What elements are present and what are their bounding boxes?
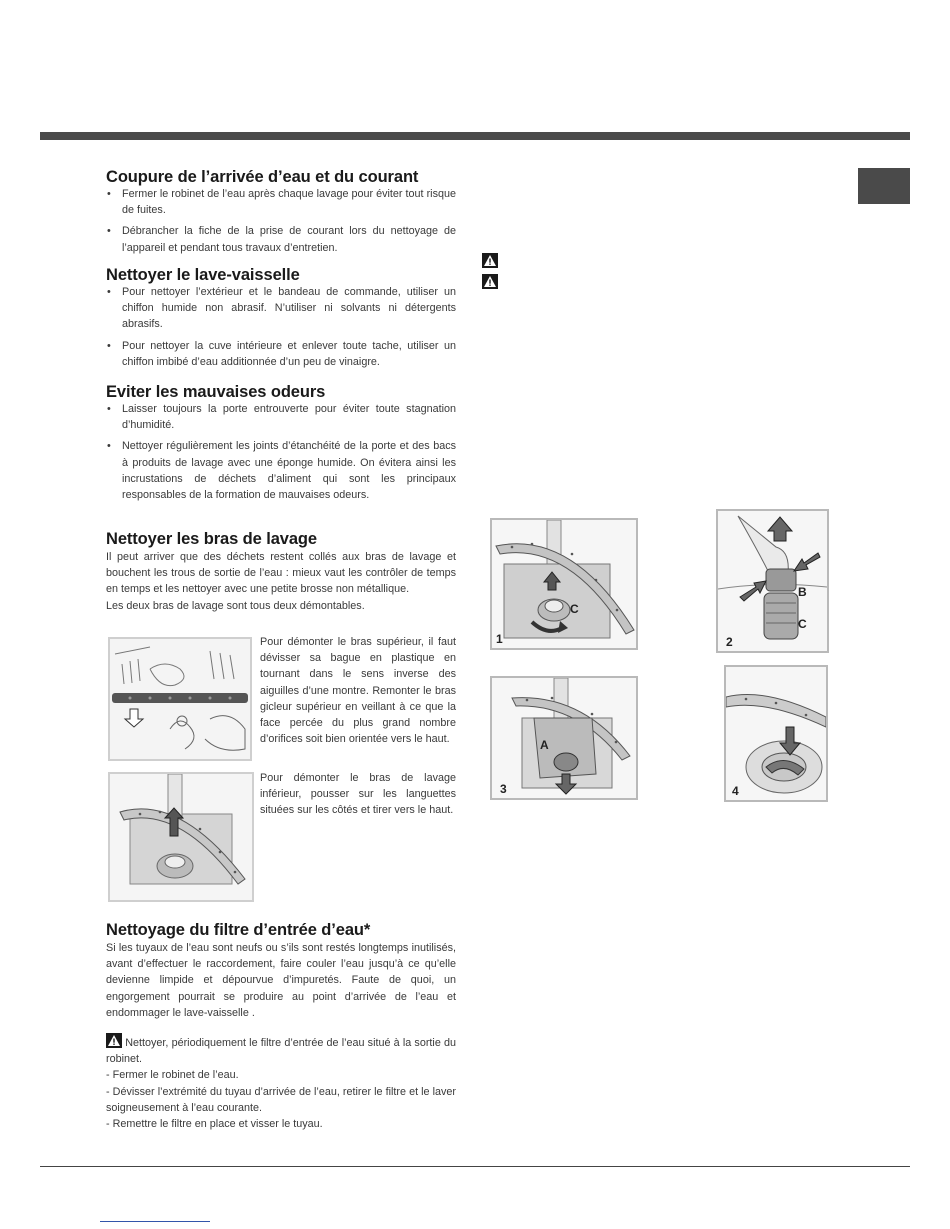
list-item: • Fermer le robinet de l’eau après chaque lavage pour éviter tout risque de fuites.	[106, 186, 456, 218]
top-divider	[40, 132, 910, 140]
figure-number: 1	[496, 632, 503, 646]
list-item: • Laisser toujours la porte entrouverte pour éviter toute stagnation d’humidité.	[106, 401, 456, 433]
list-item: • Débrancher la fiche de la prise de courant lors du nettoyage de l’appareil et pendant tous travaux d’entretien.	[106, 223, 456, 255]
step-line: - Remettre le filtre en place et visser le tuyau.	[106, 1118, 323, 1131]
figure-number: 3	[500, 782, 507, 796]
section-title: Eviter les mauvaises odeurs	[106, 383, 326, 401]
section-water-cut	[106, 167, 456, 261]
paragraph: Pour démonter le bras supérieur, il faut dévisser sa bague en plastique en tournant dans le sens inverse des aiguilles d’une montre. Remonter le bras gicleur supérieur en veillant à ce que la face percée du plus grand nombre d’orifices soit bien orientée vers le haut.	[260, 636, 456, 746]
section-title: Nettoyer les bras de lavage	[106, 530, 317, 548]
filter-figure-3	[490, 676, 638, 800]
bottom-divider	[40, 1166, 910, 1167]
section-arms	[106, 529, 456, 614]
section-title: Nettoyer le lave-vaisselle	[106, 266, 300, 284]
paragraph: Il peut arriver que des déchets restent collés aux bras de lavage et bouchent les trous de sortie de l’eau : mieux vaut les contrôler de temps en temps et les nettoyer avec une petite brosse non métallique.	[106, 551, 456, 596]
section-title: Coupure de l’arrivée d’eau et du courant	[106, 168, 419, 186]
figure-label-c: C	[570, 602, 579, 616]
section-title: Nettoyage du filtre d’entrée d’eau*	[106, 921, 371, 939]
section-clean	[106, 265, 456, 375]
figure-label-c: C	[798, 617, 807, 631]
list-item: • Pour nettoyer l’extérieur et le bandeau de commande, utiliser un chiffon humide non abrasif. N’utiliser ni solvants ni détergents abrasifs.	[106, 284, 456, 333]
upper-spray-arm-figure	[108, 637, 252, 761]
lower-spray-arm-figure	[108, 772, 254, 902]
filter-figure-4	[724, 665, 828, 802]
warning-text: Nettoyer, périodiquement le filtre d’entrée de l’eau situé à la sortie du robinet.	[106, 1037, 457, 1066]
warning-triangle-icon	[482, 253, 498, 268]
footer-underline	[100, 1221, 210, 1222]
warning-triangle-icon	[482, 274, 498, 289]
step-line: - Fermer le robinet de l’eau.	[106, 1069, 239, 1082]
figure-label-b: B	[798, 585, 807, 599]
warning-triangle-icon	[106, 1033, 122, 1048]
upper-arm-text-block	[260, 634, 456, 747]
paragraph: Pour démonter le bras de lavage inférieur, pousser sur les languettes situées sur les côtés et tirer vers le haut.	[260, 772, 456, 817]
lower-arm-text-block	[260, 770, 456, 819]
list-item: • Pour nettoyer la cuve intérieure et enlever toute tache, utiliser un chiffon imbibé d’eau additionnée d’un peu de vinaigre.	[106, 338, 456, 370]
list-item: • Nettoyer régulièrement les joints d’étanchéité de la porte et des bacs à produits de lavage avec une éponge humide. On évitera ainsi les incrustations de déchets d’aliment qui sont les principaux responsables de la formation de mauvaises odeurs.	[106, 438, 456, 503]
warning-paragraph	[106, 1033, 456, 1067]
section-odors	[106, 382, 456, 508]
section-inlet-filter	[106, 920, 456, 1132]
step-line: - Dévisser l’extrémité du tuyau d’arrivée de l’eau, retirer le filtre et le laver soigneusement à l’eau courante.	[106, 1085, 456, 1114]
filter-figure-2	[716, 509, 829, 653]
figure-number: 4	[732, 784, 739, 798]
paragraph: Si les tuyaux de l’eau sont neufs ou s’ils sont restés longtemps inutilisés, avant d’effectuer le raccordement, faire couler l’eau jusqu’à ce qu’elle devienne limpide et dépourvue d’impuretés. Faute de quoi, un engorgement pourrait se produire au point d’arrivée de l’eau et endommager le lave-vaisselle .	[106, 942, 456, 1019]
language-tab	[858, 168, 910, 204]
filter-figure-1	[490, 518, 638, 650]
figure-label-a: A	[540, 738, 549, 752]
figure-number: 2	[726, 635, 733, 649]
paragraph: Les deux bras de lavage sont tous deux démontables.	[106, 599, 365, 612]
